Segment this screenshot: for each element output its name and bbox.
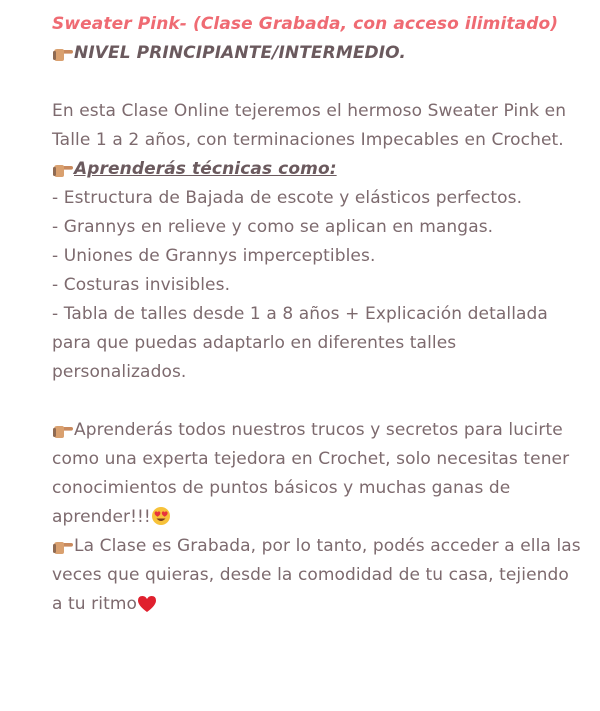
tricks-text: Aprenderás todos nuestros trucos y secretos para lucirte como una experta tejedora en Crochet, solo necesitas tener conocimientos de puntos básicos y muchas ganas de aprender!!!	[52, 420, 570, 527]
tricks-paragraph	[52, 416, 582, 532]
pointing-hand-icon	[52, 39, 74, 68]
technique-item: - Tabla de talles desde 1 a 8 años + Explicación detallada para que puedas adaptarlo en diferentes talles personalizados.	[52, 304, 548, 382]
pointing-hand-icon	[52, 416, 74, 445]
course-description	[52, 10, 582, 619]
spacer	[52, 387, 582, 416]
pointing-hand-icon	[52, 155, 74, 184]
level-text: NIVEL PRINCIPIANTE/INTERMEDIO.	[74, 43, 406, 63]
red-heart-icon	[137, 590, 157, 619]
pointing-hand-icon	[52, 532, 74, 561]
recorded-paragraph	[52, 532, 582, 619]
technique-item: - Grannys en relieve y como se aplican en mangas.	[52, 217, 494, 237]
technique-item: - Uniones de Grannys imperceptibles.	[52, 246, 376, 266]
course-title: Sweater Pink- (Clase Grabada, con acceso ilimitado)	[52, 14, 559, 34]
techniques-heading-line	[52, 155, 582, 184]
techniques-heading: Aprenderás técnicas como:	[74, 159, 337, 179]
technique-item: - Costuras invisibles.	[52, 275, 231, 295]
recorded-text: La Clase es Grabada, por lo tanto, podés acceder a ella las veces que quieras, desde la comodidad de tu casa, tejiendo a tu ritmo	[52, 536, 581, 614]
heart-eyes-icon	[151, 503, 171, 532]
spacer	[52, 68, 582, 97]
level-line	[52, 39, 582, 68]
intro-paragraph: En esta Clase Online tejeremos el hermoso Sweater Pink en Talle 1 a 2 años, con terminaciones Impecables en Crochet.	[52, 101, 567, 150]
technique-item: - Estructura de Bajada de escote y elásticos perfectos.	[52, 188, 523, 208]
